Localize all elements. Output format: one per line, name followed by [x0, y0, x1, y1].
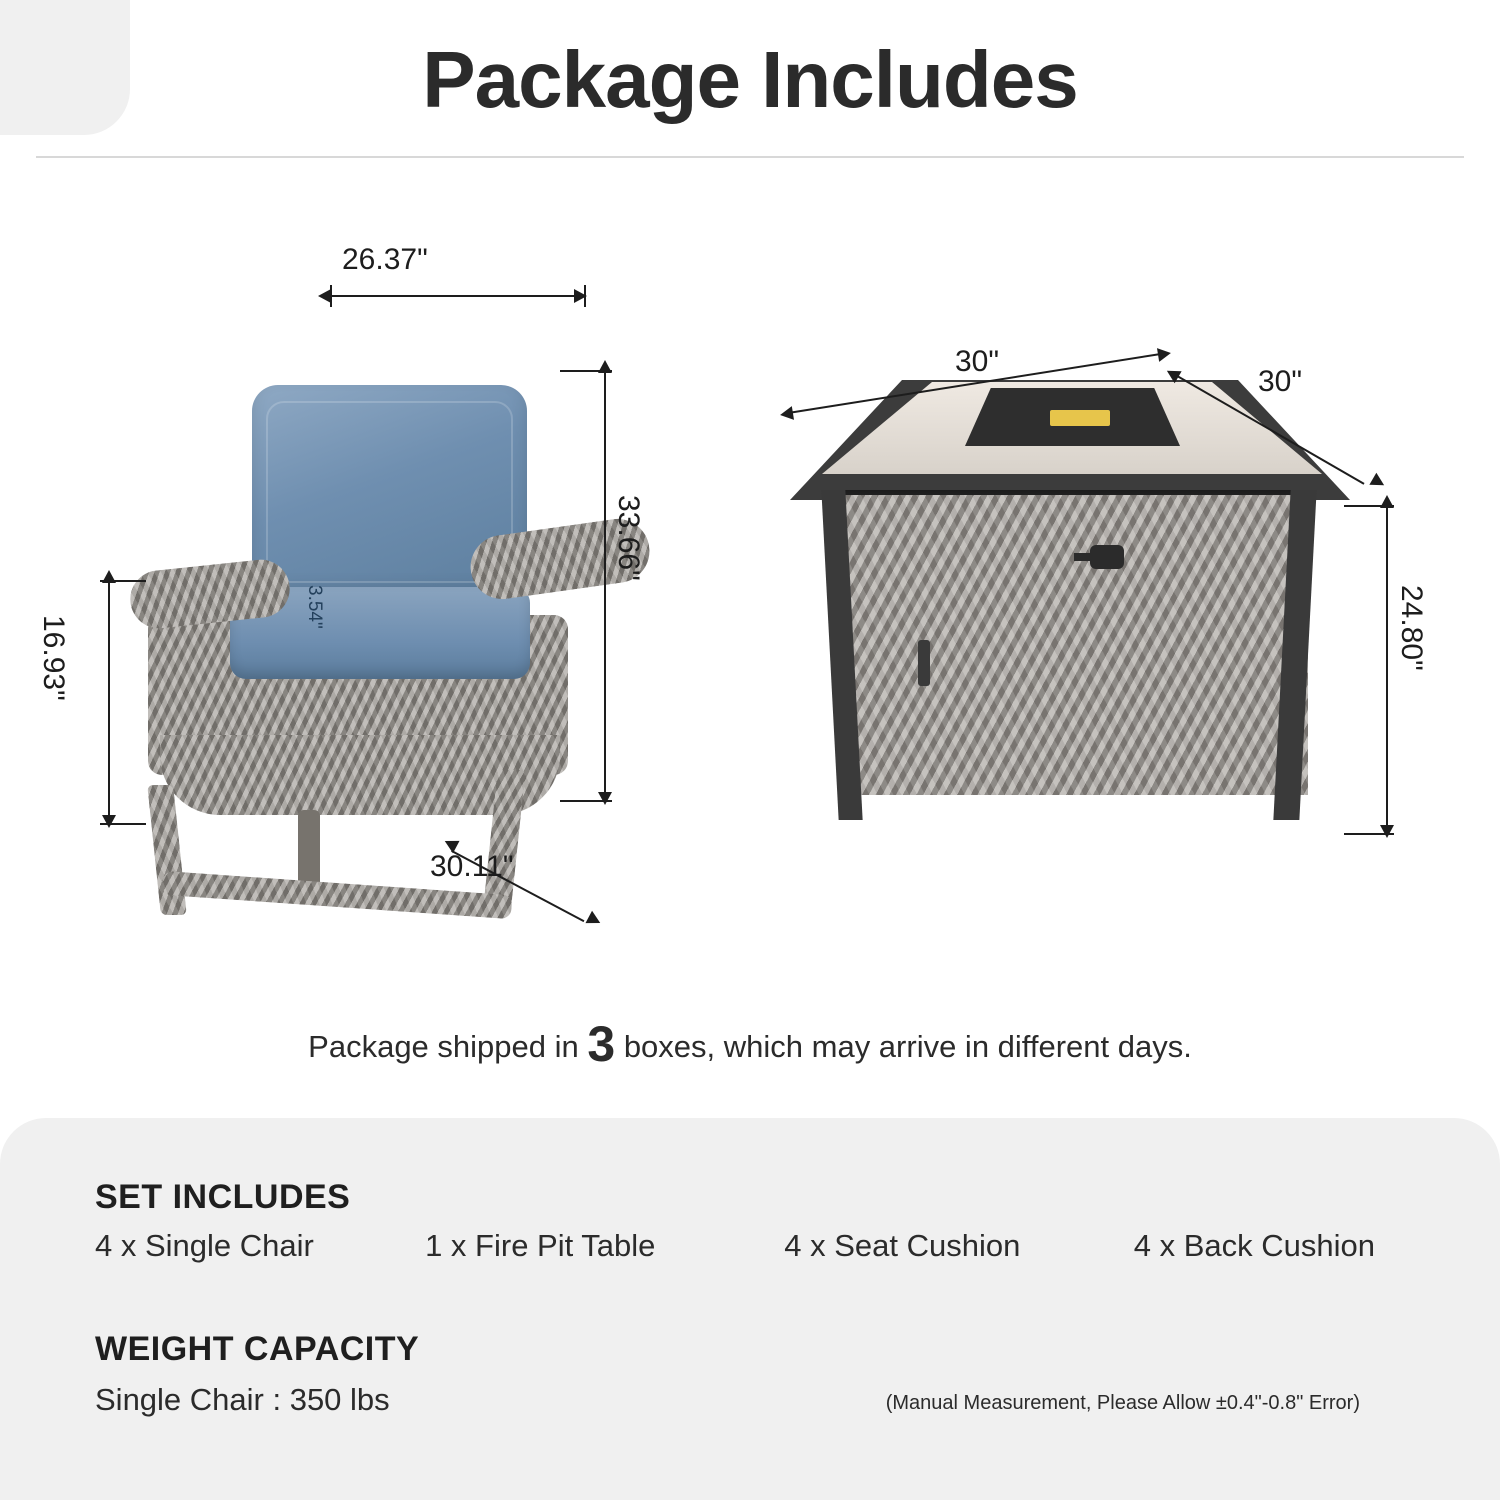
shipping-note — [0, 1015, 1500, 1073]
product-illustrations — [0, 185, 1500, 945]
shipping-box-count: 3 — [587, 1016, 616, 1072]
chair-depth-label: 30.11" — [430, 850, 514, 883]
list-item: 4 x Seat Cushion — [784, 1228, 1021, 1263]
fire-pit-table-illustration — [760, 340, 1400, 900]
set-includes-list — [95, 1228, 1425, 1264]
weight-capacity-value: Single Chair : 350 lbs — [95, 1382, 390, 1417]
shipping-note-prefix: Package shipped in — [308, 1029, 579, 1064]
firepit-top-right-label: 30" — [1258, 365, 1303, 398]
chair-cushion-thickness-label: 3.54" — [304, 585, 325, 629]
page-title: Package Includes — [422, 35, 1078, 124]
warning-label — [1050, 410, 1110, 426]
chair-seat-height-label: 16.93" — [37, 615, 70, 701]
firepit-height-label: 24.80" — [1395, 585, 1428, 671]
chair-width-label: 26.37" — [342, 243, 428, 276]
table-wicker-body — [838, 495, 1308, 795]
door-latch — [918, 640, 930, 686]
title-divider — [36, 156, 1464, 158]
measurement-error-note: (Manual Measurement, Please Allow ±0.4"-0.8" Error) — [885, 1392, 1360, 1414]
chair-height-label: 33.66" — [612, 495, 645, 581]
info-panel — [0, 1118, 1500, 1500]
weight-capacity-heading: WEIGHT CAPACITY — [95, 1330, 420, 1368]
list-item: 4 x Single Chair — [95, 1228, 314, 1263]
gas-control-knob — [1090, 545, 1124, 569]
set-includes-heading: SET INCLUDES — [95, 1178, 351, 1216]
firepit-top-left-label: 30" — [955, 345, 1000, 378]
chair-illustration — [90, 265, 630, 885]
list-item: 4 x Back Cushion — [1133, 1228, 1375, 1263]
list-item: 1 x Fire Pit Table — [425, 1228, 656, 1263]
shipping-note-suffix: boxes, which may arrive in different days. — [623, 1029, 1192, 1064]
